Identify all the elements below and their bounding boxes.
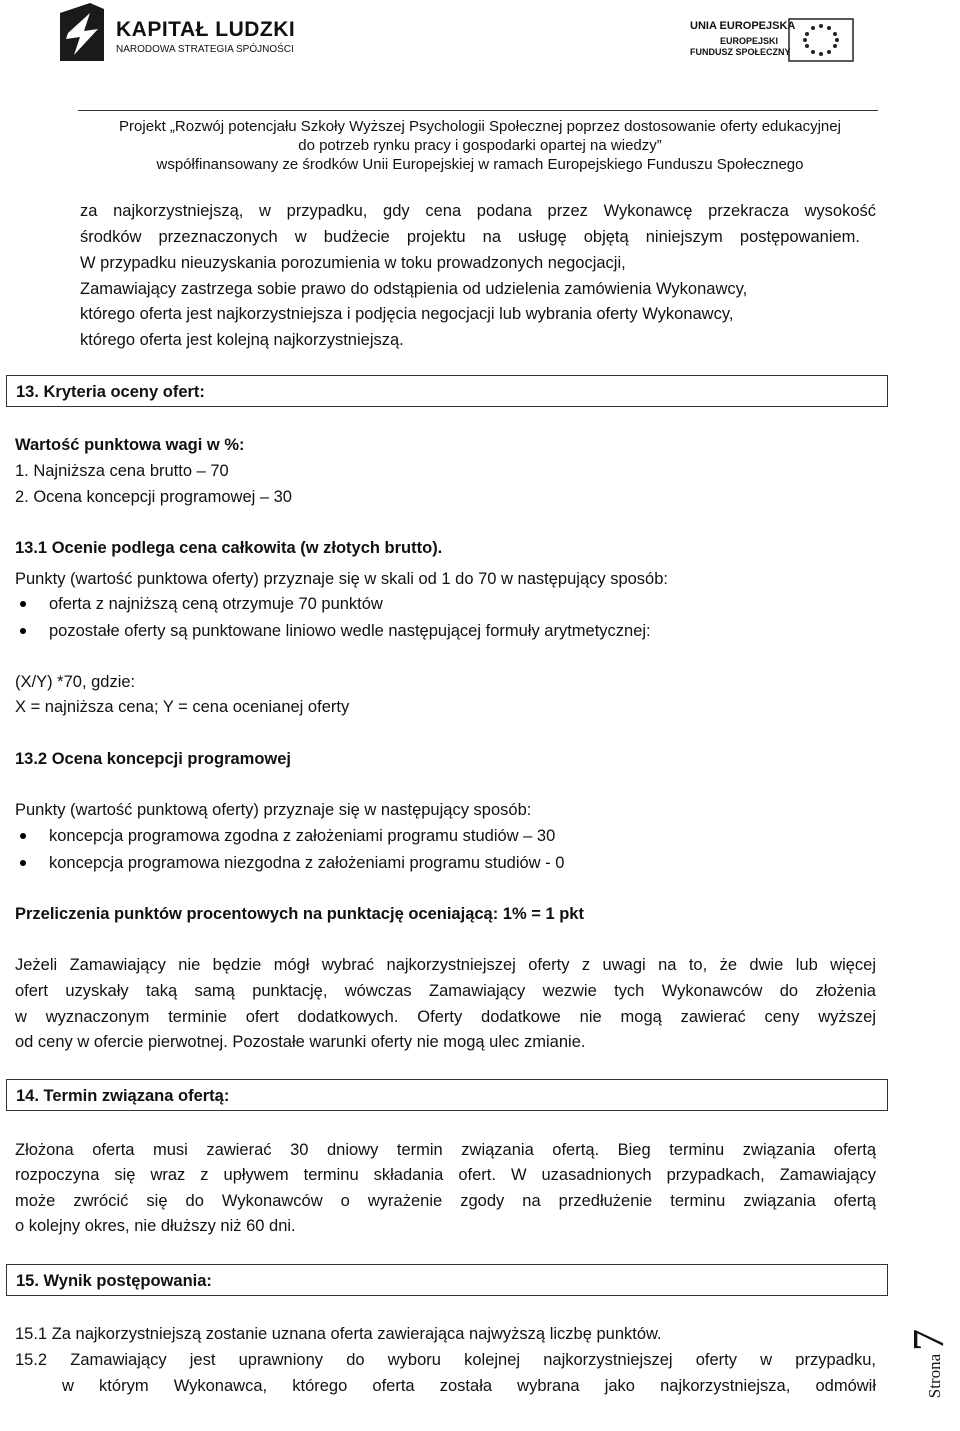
weight-item: 1. Najniższa cena brutto – 70 <box>15 462 229 480</box>
header-rule <box>78 110 878 111</box>
intro-line: środków przeznaczonych w budżecie projektu na usługę objętą niniejszym postępowaniem. <box>80 228 860 246</box>
bullet-icon <box>20 601 26 607</box>
tie-paragraph-line: Jeżeli Zamawiający nie będzie mógł wybrać najkorzystniejszej oferty z uwagi na to, że dwie lub więcej <box>15 956 876 974</box>
section-14-line: może zwrócić się do Wykonawców o wyrażenie zgody na przedłużenie terminu związania ofertą <box>15 1192 876 1210</box>
section-15-item: 15.1 Za najkorzystniejszą zostanie uznana oferta zawierająca najwyższą liczbę punktów. <box>15 1325 662 1343</box>
list-item: koncepcja programowa zgodna z założeniami programu studiów – 30 <box>49 827 556 845</box>
list-item: oferta z najniższą ceną otrzymuje 70 punktów <box>49 595 383 613</box>
section-14-line: Złożona oferta musi zawierać 30 dniowy termin związania ofertą. Bieg terminu związania ofertą <box>15 1141 876 1159</box>
subsection-13-1-heading: 13.1 Ocenie podlega cena całkowita (w złotych brutto). <box>15 539 443 557</box>
eu-logo-line2: EUROPEJSKI <box>720 36 779 46</box>
bullet-icon <box>20 628 26 634</box>
intro-line: za najkorzystniejszą, w przypadku, gdy cena podana przez Wykonawcę przekracza wysokość <box>80 202 876 220</box>
list-item: pozostałe oferty są punktowane liniowo wedle następującej formuły arytmetycznej: <box>49 622 651 640</box>
section-15-heading: 15. Wynik postępowania: <box>16 1272 212 1290</box>
eu-logo-line1: UNIA EUROPEJSKA <box>690 20 796 32</box>
page-footer <box>904 1318 958 1428</box>
section-14-heading: 14. Termin związana ofertą: <box>16 1087 230 1105</box>
weights-heading: Wartość punktowa wagi w %: <box>15 436 245 454</box>
formula: (X/Y) *70, gdzie: <box>15 673 136 691</box>
tie-paragraph-line: od ceny w ofercie pierwotnej. Pozostałe warunki oferty nie mogą ulec zmianie. <box>15 1033 586 1051</box>
formula-legend: X = najniższa cena; Y = cena ocenianej oferty <box>15 698 350 716</box>
tie-paragraph-line: ofert uzyskały taką samą punktację, wówczas Zamawiający wezwie tych Wykonawców do złożenia <box>15 982 876 1000</box>
page-number: 7 <box>904 1329 953 1351</box>
intro-line: W przypadku nieuzyskania porozumienia w toku prowadzonych negocjacji, <box>80 254 626 272</box>
section-15-heading-box <box>6 1264 888 1296</box>
weight-item: 2. Ocena koncepcji programowej – 30 <box>15 488 292 506</box>
eu-flag-icon <box>788 18 854 62</box>
intro-line: którego oferta jest najkorzystniejsza i podjęcia negocjacji lub wybrania oferty Wykonawcy, <box>80 305 734 323</box>
kapital-ludzki-title: KAPITAŁ LUDZKI <box>116 18 296 41</box>
eu-logo-line3: FUNDUSZ SPOŁECZNY <box>690 47 791 57</box>
bullet-icon <box>20 860 26 866</box>
section-15-item-continuation: w którym Wykonawca, którego oferta została wybrana jako najkorzystniejsza, odmówił <box>62 1377 876 1395</box>
kapital-ludzki-logo <box>60 3 320 63</box>
subsection-13-2-heading: 13.2 Ocena koncepcji programowej <box>15 750 292 768</box>
list-item: koncepcja programowa niezgodna z założeniami programu studiów - 0 <box>49 854 565 872</box>
project-title-line2: do potrzeb rynku pracy i gospodarki opartej na wiedzy” <box>298 137 662 154</box>
subsection-13-2-text: Punkty (wartość punktową oferty) przyznaje się w następujący sposób: <box>15 801 532 819</box>
tie-paragraph-line: w wyznaczonym terminie ofert dodatkowych. Oferty dodatkowe nie mogą zawierać ceny wyższej <box>15 1008 876 1026</box>
subsection-13-1-text: Punkty (wartość punktowa oferty) przyznaje się w skali od 1 do 70 w następujący sposób: <box>15 570 668 588</box>
eu-logo <box>690 20 860 70</box>
section-14-heading-box <box>6 1079 888 1111</box>
points-conversion: Przeliczenia punktów procentowych na punktację oceniającą: 1% = 1 pkt <box>15 905 584 923</box>
section-15-item: 15.2 Zamawiający jest uprawniony do wyboru kolejnej najkorzystniejszej oferty w przypadku, <box>15 1351 876 1369</box>
project-title-line3: współfinansowany ze środków Unii Europejskiej w ramach Europejskiego Funduszu Społecznego <box>156 156 804 173</box>
kapital-ludzki-subtitle: NARODOWA STRATEGIA SPÓJNOŚCI <box>116 44 294 55</box>
bullet-icon <box>20 833 26 839</box>
section-14-line: o kolejny okres, nie dłuższy niż 60 dni. <box>15 1217 296 1235</box>
page-label: Strona <box>925 1353 944 1399</box>
section-14-line: rozpoczyna się wraz z upływem terminu składania ofert. W uzasadnionych przypadkach, Zamawiający <box>15 1166 876 1184</box>
project-title-line1: Projekt „Rozwój potencjału Szkoły Wyższej Psychologii Społecznej poprzez dostosowanie oferty edukacyjnej <box>119 118 841 135</box>
kapital-ludzki-emblem-icon <box>60 3 106 61</box>
section-13-heading: 13. Kryteria oceny ofert: <box>16 383 205 401</box>
intro-line: Zamawiający zastrzega sobie prawo do odstąpienia od udzielenia zamówienia Wykonawcy, <box>80 280 748 298</box>
intro-line: którego oferta jest kolejną najkorzystniejszą. <box>80 331 404 349</box>
section-13-heading-box <box>6 375 888 407</box>
